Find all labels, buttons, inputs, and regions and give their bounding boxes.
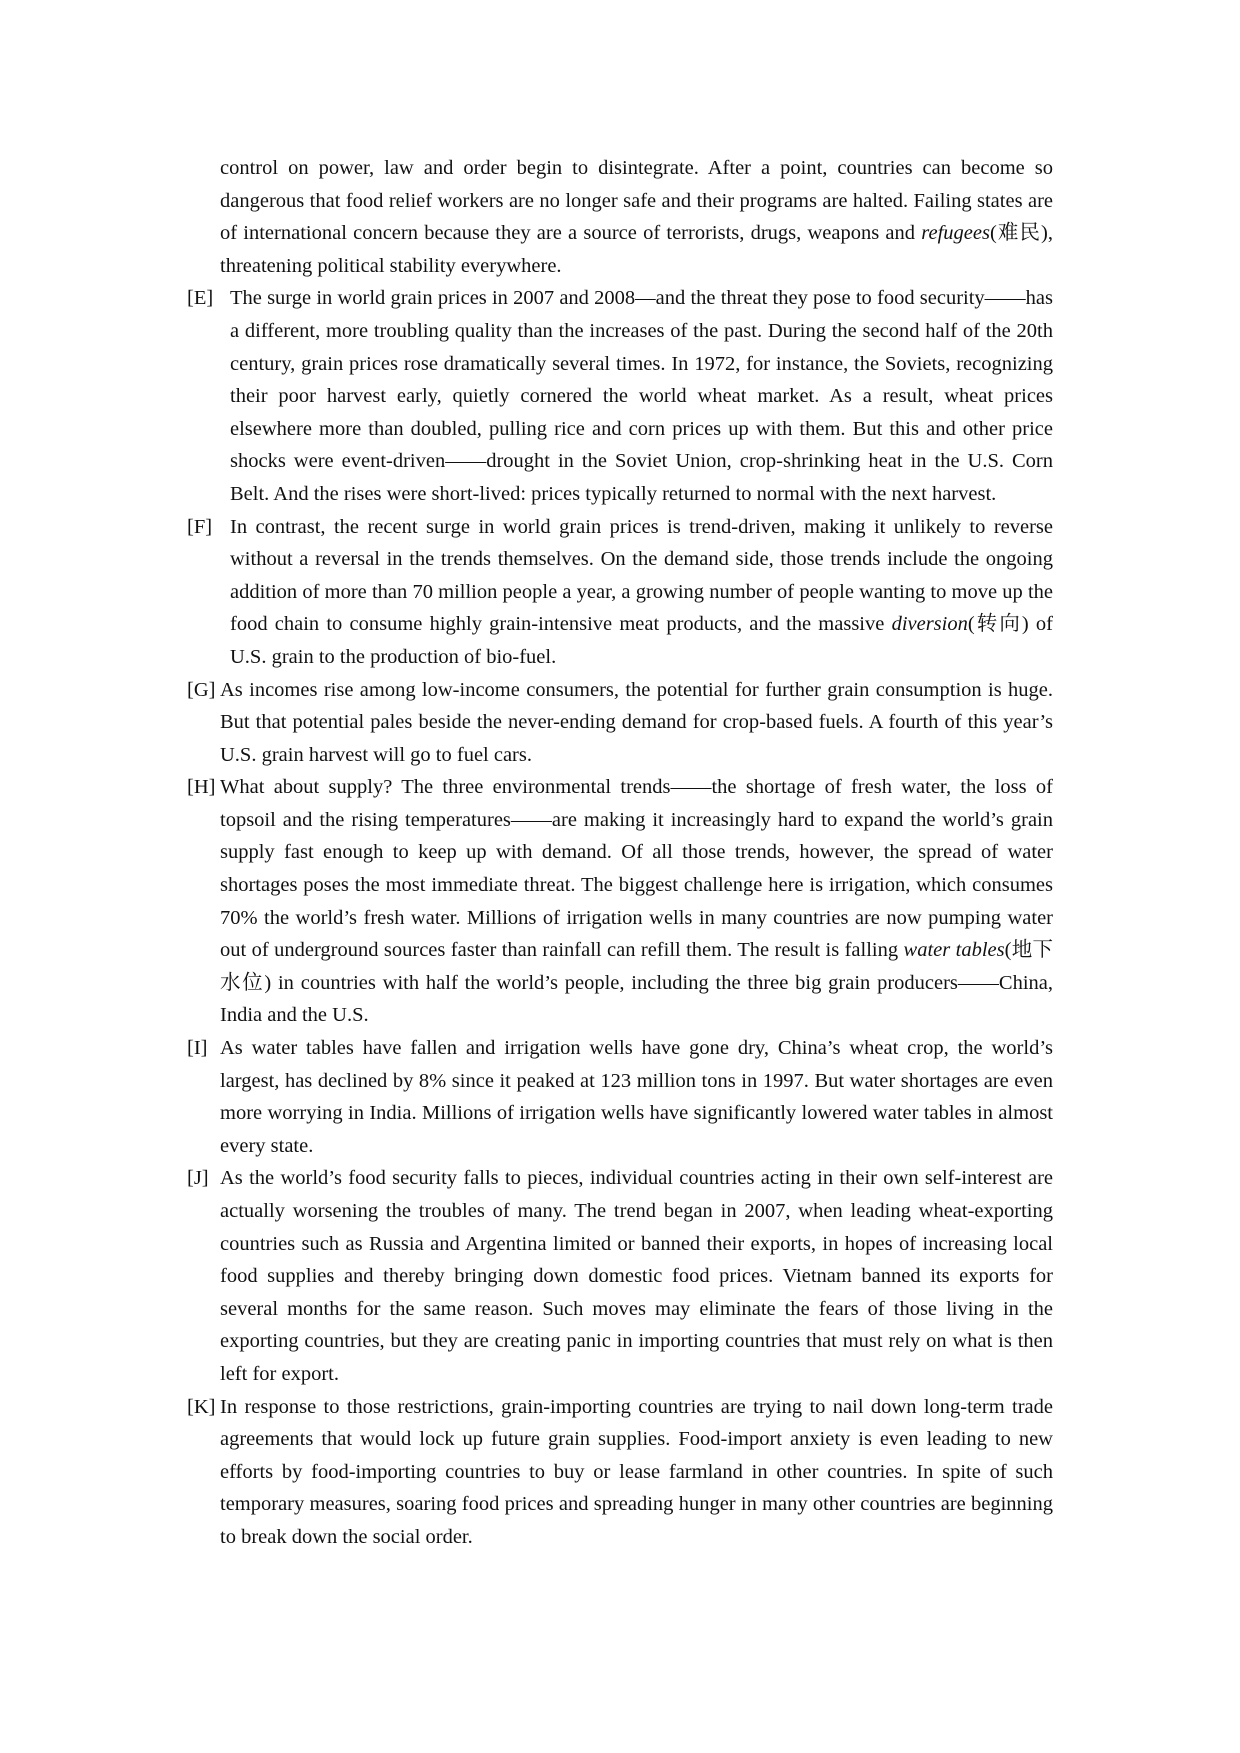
paragraph-h xyxy=(187,771,1053,1032)
paragraph-text: In contrast, the recent surge in world grain prices is trend-driven, making it unlikely to reverse without a reversal in the trends themselves. On the demand side, those trends include the ongoing addition of more than 70 million people a year, a growing number of people wanting to move up the food chain to consume highly grain-intensive meat products, and the massive xyxy=(230,515,1053,636)
paragraph-text: As water tables have fallen and irrigation wells have gone dry, China’s wheat crop, the world’s largest, has declined by 8% since it peaked at 123 million tons in 1997. But water shortages are even more worrying in India. Millions of irrigation wells have significantly lowered water tables in almost every state. xyxy=(220,1037,1053,1157)
paragraph-text: (地下水位) in countries with half the world’s people, including the three big grain producers——China, India and the U.S. xyxy=(220,939,1053,1027)
paragraph-text: (难民), threatening political stability everywhere. xyxy=(220,222,1053,277)
paragraph-i xyxy=(187,1032,1053,1162)
paragraph-g xyxy=(187,674,1053,772)
paragraph-marker: [G] xyxy=(187,678,216,701)
italic-term: diversion xyxy=(891,613,968,636)
paragraph-marker: [F] xyxy=(187,515,213,538)
paragraph-marker: [H] xyxy=(187,776,216,799)
paragraph-text: The surge in world grain prices in 2007 and 2008—and the threat they pose to food security——has a different, more troubling quality than the increases of the past. During the second half of the 20th century, grain prices rose dramatically several times. In 1972, for instance, the Soviets, recognizing their poor harvest early, quietly cornered the world wheat market. As a result, wheat prices elsewhere more than doubled, pulling rice and corn prices up with them. But this and other price shocks were event-driven——drought in the Soviet Union, crop-shrinking heat in the U.S. Corn Belt. And the rises were short-lived: prices typically returned to normal with the next harvest. xyxy=(230,287,1053,505)
paragraph-k xyxy=(187,1391,1053,1554)
italic-term: water tables xyxy=(903,939,1005,962)
paragraph-continuation xyxy=(187,152,1053,282)
paragraph-text: In response to those restrictions, grain-importing countries are trying to nail down long-term trade agreements that would lock up future grain supplies. Food-import anxiety is even leading to new efforts by food-importing countries to buy or lease farmland in other countries. In spite of such temporary measures, soaring food prices and spreading hunger in many other countries are beginning to break down the social order. xyxy=(220,1395,1053,1548)
paragraph-text: control on power, law and order begin to disintegrate. After a point, countries can become so dangerous that food relief workers are no longer safe and their programs are halted. Failing states are of international concern because they are a source of terrorists, drugs, weapons and xyxy=(220,157,1053,245)
paragraph-j xyxy=(187,1162,1053,1390)
paragraph-text: As the world’s food security falls to pieces, individual countries acting in their own self-interest are actually worsening the troubles of many. The trend began in 2007, when leading wheat-exporting countries such as Russia and Argentina limited or banned their exports, in hopes of increasing local food supplies and thereby bringing down domestic food prices. Vietnam banned its exports for several months for the same reason. Such moves may eliminate the fears of those living in the exporting countries, but they are creating panic in importing countries that must rely on what is then left for export. xyxy=(220,1167,1053,1385)
paragraph-text: (转向) of U.S. grain to the production of bio-fuel. xyxy=(230,613,1054,668)
paragraph-text: What about supply? The three environmental trends——the shortage of fresh water, the loss of topsoil and the rising temperatures——are making it increasingly hard to expand the world’s grain supply fast enough to keep up with demand. Of all those trends, however, the spread of water shortages poses the most immediate threat. The biggest challenge here is irrigation, which consumes 70% the world’s fresh water. Millions of irrigation wells in many countries are now pumping water out of underground sources faster than rainfall can refill them. The result is falling xyxy=(220,776,1053,962)
article-body xyxy=(187,152,1053,1554)
paragraph-f xyxy=(187,511,1053,674)
italic-term: refugees xyxy=(921,222,990,245)
paragraph-e xyxy=(187,282,1053,510)
paragraph-marker: [K] xyxy=(187,1395,216,1418)
paragraph-marker: [J] xyxy=(187,1167,209,1190)
paragraph-marker: [I] xyxy=(187,1037,208,1060)
paragraph-text: As incomes rise among low-income consumers, the potential for further grain consumption is huge. But that potential pales beside the never-ending demand for crop-based fuels. A fourth of this year’s U.S. grain harvest will go to fuel cars. xyxy=(220,678,1053,766)
paragraph-marker: [E] xyxy=(187,287,214,310)
